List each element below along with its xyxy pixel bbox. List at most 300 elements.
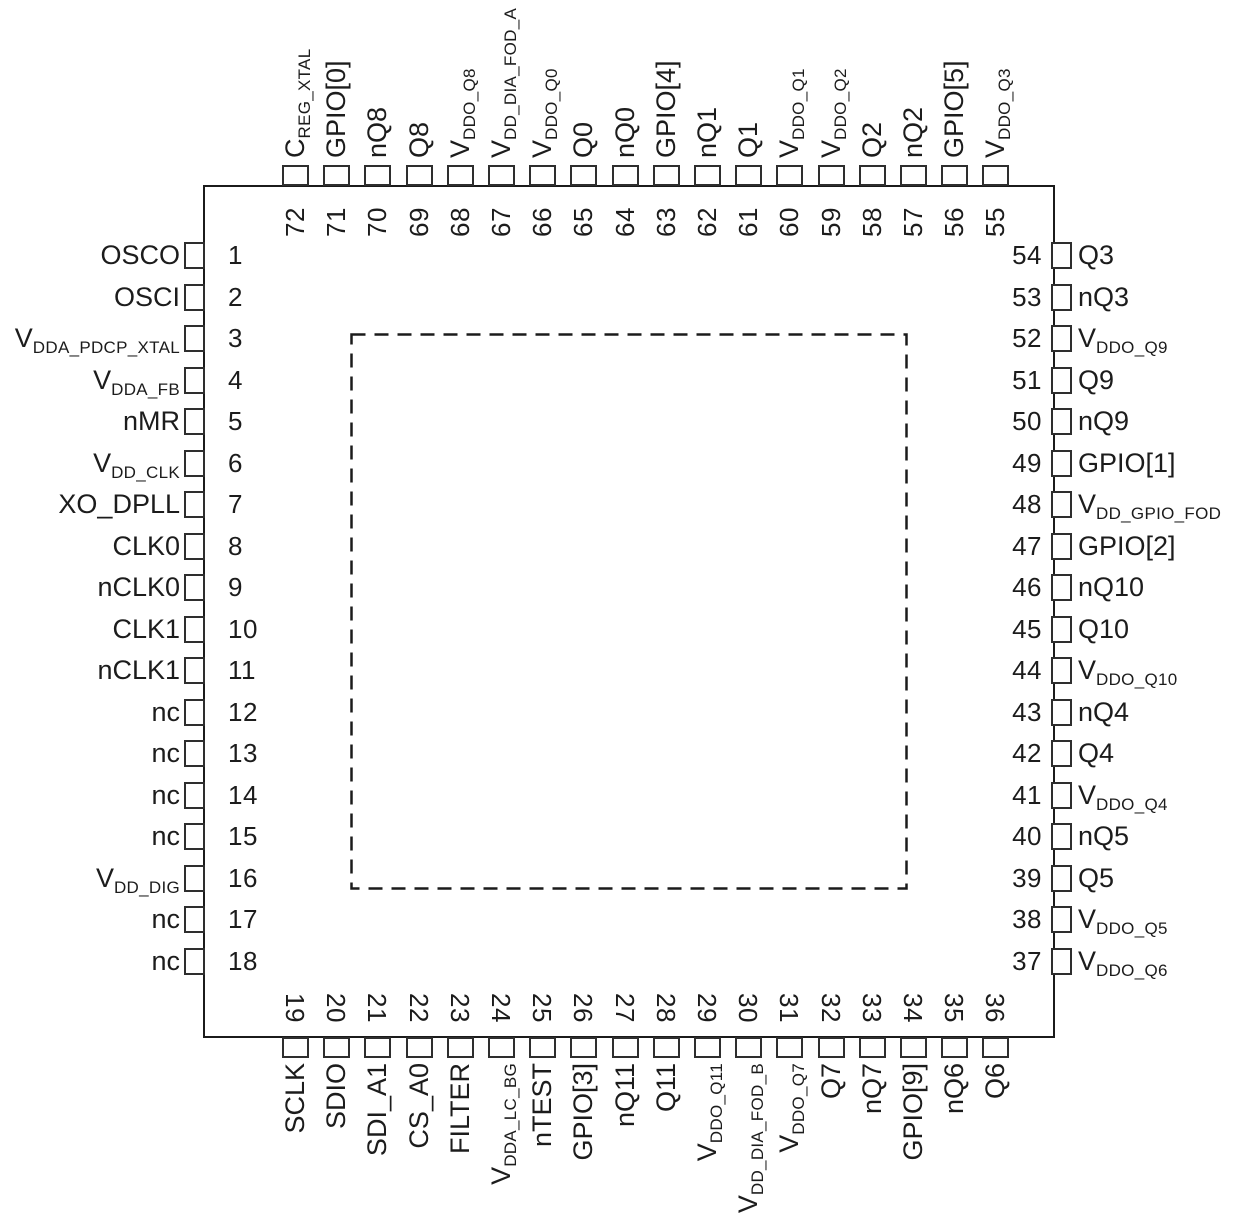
pin-39-label-text-main: Q5 (1078, 862, 1115, 893)
pin-6-label-text-sub: DD_CLK (111, 462, 180, 482)
pin-66-label-text (527, 68, 562, 158)
pin-61-label-text (733, 122, 763, 158)
pin-2-label (0, 282, 180, 312)
pin-38-label (1078, 904, 1254, 938)
pin-51-label (1078, 365, 1254, 395)
pin-56-number-text (939, 207, 969, 237)
pin-3-number-text: 3 (228, 323, 243, 353)
pin-53-label (1078, 282, 1254, 312)
pin-64-label-text-main: nQ0 (609, 106, 640, 158)
pin-70-box (364, 165, 391, 186)
pin-46-number-text: 46 (1012, 572, 1042, 602)
pin-22-number-text (404, 993, 434, 1023)
pin-9-number-text: 9 (228, 572, 243, 602)
pin-25-label-text (527, 1063, 557, 1147)
pin-63-number-text (651, 207, 681, 237)
pin-17-label-text (151, 904, 180, 934)
pin-68-label-text-main: V (444, 139, 475, 158)
pin-47-label (1078, 531, 1254, 561)
pin-43-label-text (1078, 697, 1129, 727)
pin-3-label-text-main: V (14, 323, 33, 353)
pin-37-number (980, 946, 1042, 976)
pin-14-label (0, 780, 180, 810)
pin-26-label-text-main: GPIO[3] (568, 1063, 599, 1161)
pin-24-label-text (486, 1063, 520, 1185)
pin-53-number (980, 282, 1042, 312)
pin-45-box (1051, 616, 1072, 643)
pin-6-label-text-main: V (93, 447, 112, 478)
pin-65-number-text (568, 207, 598, 237)
pin-34-label-text (898, 1063, 928, 1161)
pin-40-label-text-main: nQ5 (1078, 821, 1130, 851)
pin-5-label (0, 406, 180, 436)
pin-5-label-text-main: nMR (122, 406, 180, 436)
pin-27-number-text (610, 993, 640, 1023)
pin-28-box (653, 1037, 680, 1058)
pin-13-label (0, 738, 180, 768)
pin-37-box (1051, 948, 1072, 975)
pin-23-number-value: 23 (444, 993, 475, 1023)
pin-25-number-value: 25 (527, 993, 558, 1023)
pin-52-number-text: 52 (1012, 323, 1042, 353)
pin-41-label-text-sub: DDO_Q4 (1096, 794, 1168, 814)
pin-59-label-text (815, 68, 850, 158)
pin-68-label-text (444, 68, 479, 158)
pin-6-number-text: 6 (228, 447, 243, 478)
pin-15-number (228, 821, 308, 851)
pin-60-number-text (774, 207, 804, 237)
pin-60-label-text-main: V (774, 139, 805, 158)
pin-13-number-text: 13 (228, 738, 258, 768)
pin-66-label-text-main: V (527, 139, 558, 158)
pin-68-number-value: 68 (444, 207, 475, 237)
pin-41-number-text: 41 (1012, 779, 1042, 810)
pin-30-label-text-sub: DD_DIA_FOD_B (748, 1063, 768, 1196)
pin-18-label-text-main: nc (151, 945, 180, 976)
pin-61-number-text (733, 207, 763, 237)
pin-11-label (0, 655, 180, 685)
pin-45-label-text (1078, 614, 1129, 644)
pin-56-number-value: 56 (939, 207, 970, 237)
pin-21-number-value: 21 (362, 993, 393, 1023)
pin-16-number (228, 863, 308, 893)
pin-40-label-text (1078, 821, 1129, 851)
pin-24-label-text-sub: DDA_LC_BG (501, 1063, 520, 1167)
pin-3-box (184, 325, 205, 352)
pin-12-box (184, 699, 205, 726)
pin-72-label-text-sub: REG_XTAL (295, 48, 314, 139)
pin-7-number (228, 489, 308, 519)
pin-62-label-text (692, 107, 722, 158)
pin-54-label-text-main: Q3 (1078, 240, 1115, 270)
pin-33-box (859, 1037, 886, 1058)
pin-48-label (1078, 489, 1254, 523)
pin-39-box (1051, 865, 1072, 892)
pin-33-number-value: 33 (856, 993, 887, 1023)
pin-57-number-value: 57 (898, 207, 928, 237)
pin-31-label-text-main: V (774, 1134, 805, 1153)
pin-37-label-text-main: V (1078, 945, 1097, 976)
pin-37-label-text (1078, 945, 1168, 980)
pin-44-box (1051, 657, 1072, 684)
pin-71-box (323, 165, 350, 186)
pin-24-label-text-main: V (486, 1166, 516, 1185)
pin-35-number-text (939, 993, 969, 1023)
pin-25-box (529, 1037, 556, 1058)
pin-39-label-text (1078, 863, 1114, 893)
pin-49-number (980, 448, 1042, 478)
pin-70-label-text-main: nQ8 (362, 106, 393, 158)
pin-37-number-text: 37 (1012, 945, 1042, 976)
pin-1-box (184, 242, 205, 269)
pin-1-label (0, 240, 180, 270)
pin-15-number-text: 15 (228, 821, 258, 851)
pin-61-label-text-main: Q1 (733, 121, 764, 158)
pin-13-label-text (151, 738, 180, 768)
pin-72-number-text (280, 207, 310, 237)
pin-10-label (0, 614, 180, 644)
pin-20-label-text (321, 1063, 351, 1129)
pin-58-number-text (857, 207, 887, 237)
pin-3-label-text-sub: DDA_PDCP_XTAL (32, 338, 180, 357)
pin-47-box (1051, 533, 1072, 560)
pin-4-box (184, 367, 205, 394)
pin-72-label-text-main: C (280, 138, 310, 158)
pin-6-label (0, 447, 180, 482)
pin-72-box (282, 165, 309, 186)
pin-45-number (980, 614, 1042, 644)
pin-19-number-value: 19 (280, 993, 310, 1023)
pin-61-number-value: 61 (733, 207, 764, 237)
pin-27-box (612, 1037, 639, 1058)
pin-66-number-text (527, 207, 557, 237)
pin-16-box (184, 865, 205, 892)
pin-38-label-text-sub: DDO_Q5 (1096, 919, 1168, 938)
pin-41-number (980, 780, 1042, 810)
pin-38-label-text-main: V (1078, 904, 1097, 934)
pin-64-label-text (610, 107, 640, 158)
pin-22-number-value: 22 (403, 993, 434, 1023)
pin-52-label-text-main: V (1078, 323, 1097, 353)
pin-48-number (980, 489, 1042, 519)
pin-63-number-value: 63 (650, 207, 681, 237)
pin-45-label-text-main: Q10 (1078, 613, 1130, 644)
pin-29-number-text (692, 993, 722, 1023)
pin-29-box (694, 1037, 721, 1058)
pin-21-box (364, 1037, 391, 1058)
pin-56-label-text-main: GPIO[5] (939, 60, 970, 158)
pin-28-number-text (651, 993, 681, 1023)
pin-56-box (941, 165, 968, 186)
pin-32-number-text (816, 993, 846, 1023)
pin-46-label (1078, 572, 1254, 602)
pin-55-number-text (980, 207, 1010, 237)
pin-42-box (1051, 740, 1072, 767)
pin-14-number-text: 14 (228, 779, 258, 810)
pin-54-number (980, 240, 1042, 270)
pin-43-label (1078, 697, 1254, 727)
pin-40-number-text: 40 (1012, 821, 1042, 851)
pin-43-number (980, 697, 1042, 727)
pin-25-number-text (527, 993, 557, 1023)
pin-34-box (900, 1037, 927, 1058)
pin-24-number-text (486, 993, 516, 1023)
pin-64-number-text (610, 207, 640, 237)
pin-50-number (980, 406, 1042, 436)
pin-18-number (228, 946, 308, 976)
pin-55-number-value: 55 (980, 207, 1011, 237)
pin-59-box (818, 165, 845, 186)
pin-58-label-text-main: Q2 (856, 121, 887, 158)
pin-34-number-text (898, 993, 928, 1023)
pin-31-label-text (774, 1063, 809, 1153)
pin-7-label (0, 489, 180, 519)
pin-18-number-text: 18 (228, 945, 258, 976)
pin-54-label-text (1078, 240, 1114, 270)
pin-30-box (735, 1037, 762, 1058)
pin-4-label-text-main: V (93, 364, 112, 395)
pin-5-number (228, 406, 308, 436)
exposed-pad-outline (350, 333, 908, 890)
pin-38-box (1051, 906, 1072, 933)
pin-47-label-text (1078, 531, 1176, 561)
pin-55-label-text-sub: DDO_Q3 (995, 68, 1015, 140)
pin-48-label-text (1078, 489, 1222, 523)
pin-16-label (0, 862, 180, 897)
pin-67-number-value: 67 (486, 207, 516, 237)
pin-50-label-text (1078, 406, 1129, 436)
pin-11-number-text: 11 (228, 655, 256, 685)
pin-69-box (406, 165, 433, 186)
pin-4-label (0, 364, 180, 399)
pin-17-label-text-main: nc (151, 904, 180, 934)
pin-6-label-text (93, 447, 180, 482)
pin-69-number-value: 69 (403, 207, 434, 237)
pin-48-number-text: 48 (1012, 489, 1042, 519)
pin-1-number-text: 1 (228, 240, 243, 270)
pin-8-label-text (112, 531, 180, 561)
pin-71-label-text (321, 60, 351, 158)
pin-45-label (1078, 614, 1254, 644)
pin-44-label (1078, 655, 1254, 689)
pin-5-number-text: 5 (228, 406, 243, 436)
pin-65-label-text-main: Q0 (568, 121, 599, 158)
pin-11-label-text-main: nCLK1 (97, 655, 180, 685)
pin-69-label-text-main: Q8 (403, 121, 434, 158)
pin-4-label-text (93, 364, 180, 399)
pin-49-number-text: 49 (1012, 447, 1042, 478)
pin-31-box (776, 1037, 803, 1058)
pin-53-label-text-main: nQ3 (1078, 281, 1130, 312)
pin-31-label-text-sub: DDO_Q7 (789, 1063, 809, 1135)
pin-15-box (184, 823, 205, 850)
pin-26-label-text (568, 1063, 598, 1161)
pin-58-label-text (857, 122, 887, 158)
pin-48-label-text-sub: DD_GPIO_FOD (1096, 504, 1222, 523)
pin-62-number-value: 62 (692, 207, 722, 237)
pin-15-label-text-main: nc (151, 821, 180, 851)
pin-60-number-value: 60 (774, 207, 805, 237)
pin-36-label-text-main: Q6 (980, 1063, 1011, 1100)
pin-2-number (228, 282, 308, 312)
pin-54-box (1051, 242, 1072, 269)
pin-70-label-text (362, 107, 392, 158)
pin-69-label-text (404, 122, 434, 158)
pin-31-number-value: 31 (774, 993, 805, 1023)
pin-19-label-text-main: SCLK (280, 1063, 310, 1134)
pin-62-box (694, 165, 721, 186)
pin-15-label (0, 821, 180, 851)
pin-55-label-text-main: V (980, 139, 1011, 158)
pin-16-label-text-main: V (95, 862, 114, 893)
pin-10-label-text-main: CLK1 (112, 613, 180, 644)
pin-53-number-text: 53 (1012, 281, 1042, 312)
pin-24-box (488, 1037, 515, 1058)
pin-68-label-text-sub: DDO_Q8 (459, 68, 479, 140)
pin-71-number-value: 71 (321, 207, 352, 237)
pin-70-number-text (362, 207, 392, 237)
pin-44-number (980, 655, 1042, 685)
pin-39-number (980, 863, 1042, 893)
pin-33-label-text (857, 1063, 887, 1114)
pin-67-label-text (486, 7, 520, 158)
pin-52-number (980, 323, 1042, 353)
pin-23-box (447, 1037, 474, 1058)
pin-46-number (980, 572, 1042, 602)
pin-41-label-text-main: V (1078, 779, 1097, 810)
pin-41-box (1051, 782, 1072, 809)
pin-65-label-text (568, 122, 598, 158)
pin-22-box (406, 1037, 433, 1058)
pin-7-label-text-main: XO_DPLL (58, 489, 180, 519)
pin-37-label-text-sub: DDO_Q6 (1096, 960, 1168, 980)
pin-11-box (184, 657, 205, 684)
pin-43-number-text: 43 (1012, 696, 1042, 727)
pin-1-label-text (100, 240, 180, 270)
pin-40-number (980, 821, 1042, 851)
pin-41-label (1078, 779, 1254, 814)
pin-42-label-text (1078, 738, 1114, 768)
pin-50-label (1078, 406, 1254, 436)
pin-51-number (980, 365, 1042, 395)
pin-34-label-text-main: GPIO[9] (898, 1063, 928, 1161)
pin-28-number-value: 28 (650, 993, 681, 1023)
pin-61-box (735, 165, 762, 186)
pin-17-number (228, 904, 308, 934)
pin-33-label-text-main: nQ7 (856, 1063, 887, 1115)
pin-17-box (184, 906, 205, 933)
pin-20-label-text-main: SDIO (321, 1063, 352, 1130)
pin-10-number (228, 614, 308, 644)
pin-19-number-text (280, 993, 310, 1023)
pin-5-box (184, 408, 205, 435)
pin-10-box (184, 616, 205, 643)
pin-49-label-text (1078, 448, 1176, 478)
pin-50-box (1051, 408, 1072, 435)
pin-65-box (570, 165, 597, 186)
pin-71-label-text-main: GPIO[0] (321, 60, 352, 158)
pin-10-label-text (112, 614, 180, 644)
pin-52-label (1078, 323, 1254, 357)
pin-27-label-text (610, 1063, 640, 1127)
pin-57-number-text (898, 207, 928, 237)
pin-47-number (980, 531, 1042, 561)
pin-53-label-text (1078, 282, 1129, 312)
pin-26-number-value: 26 (568, 993, 599, 1023)
pin-66-label-text-sub: DDO_Q0 (542, 68, 562, 140)
pin-48-box (1051, 491, 1072, 518)
pin-2-box (184, 284, 205, 311)
pin-32-label-text (816, 1063, 846, 1099)
pin-28-label-text-main: Q11 (650, 1063, 681, 1113)
pin-54-number-text: 54 (1012, 240, 1042, 270)
pin-67-number-text (486, 207, 516, 237)
pin-46-label-text (1078, 572, 1144, 602)
pin-32-number-value: 32 (815, 993, 846, 1023)
pin-40-box (1051, 823, 1072, 850)
pin-35-box (941, 1037, 968, 1058)
pin-57-label-text (898, 107, 928, 158)
pin-42-label-text-main: Q4 (1078, 738, 1115, 768)
pin-30-number-value: 30 (733, 993, 764, 1023)
pin-55-box (982, 165, 1009, 186)
pin-12-label (0, 697, 180, 727)
pin-56-label-text (939, 60, 969, 158)
pin-70-number-value: 70 (362, 207, 393, 237)
pin-21-label-text-main: SDI_A1 (362, 1063, 393, 1157)
pin-57-label-text-main: nQ2 (898, 106, 928, 158)
pin-55-label-text (980, 68, 1015, 158)
pin-9-number (228, 572, 308, 602)
pin-20-box (323, 1037, 350, 1058)
pin-25-label-text-main: nTEST (527, 1063, 558, 1148)
pin-8-number (228, 531, 308, 561)
pin-30-number-text (733, 993, 763, 1023)
pin-52-box (1051, 325, 1072, 352)
pin-39-label (1078, 863, 1254, 893)
pin-8-label (0, 531, 180, 561)
pin-40-label (1078, 821, 1254, 851)
pin-7-number-text: 7 (228, 489, 243, 519)
pin-1-number (228, 240, 308, 270)
pin-42-number (980, 738, 1042, 768)
pin-30-label-text-main: V (733, 1195, 764, 1214)
pin-63-label-text-main: GPIO[4] (650, 60, 681, 158)
pin-22-label-text-main: CS_A0 (403, 1063, 434, 1149)
pin-53-box (1051, 284, 1072, 311)
pin-36-box (982, 1037, 1009, 1058)
pin-44-label-text-main: V (1078, 655, 1097, 685)
pin-12-number-text: 12 (228, 696, 258, 727)
pin-14-label-text (151, 780, 180, 810)
pin-16-number-text: 16 (228, 862, 258, 893)
pin-36-number-value: 36 (980, 993, 1011, 1023)
pin-64-number-value: 64 (609, 207, 640, 237)
pin-47-label-text-main: GPIO[2] (1078, 530, 1176, 561)
pin-14-label-text-main: nc (151, 779, 180, 810)
pin-20-number-value: 20 (321, 993, 352, 1023)
pin-45-number-text: 45 (1012, 613, 1042, 644)
pin-28-label-text (651, 1063, 681, 1112)
pin-18-label-text (151, 946, 180, 976)
pin-38-label-text (1078, 904, 1168, 938)
pin-26-number-text (568, 993, 598, 1023)
pin-18-label (0, 946, 180, 976)
pin-42-label (1078, 738, 1254, 768)
pin-26-box (570, 1037, 597, 1058)
pin-29-number-value: 29 (692, 993, 722, 1023)
pin-49-label-text-main: GPIO[1] (1078, 447, 1176, 478)
